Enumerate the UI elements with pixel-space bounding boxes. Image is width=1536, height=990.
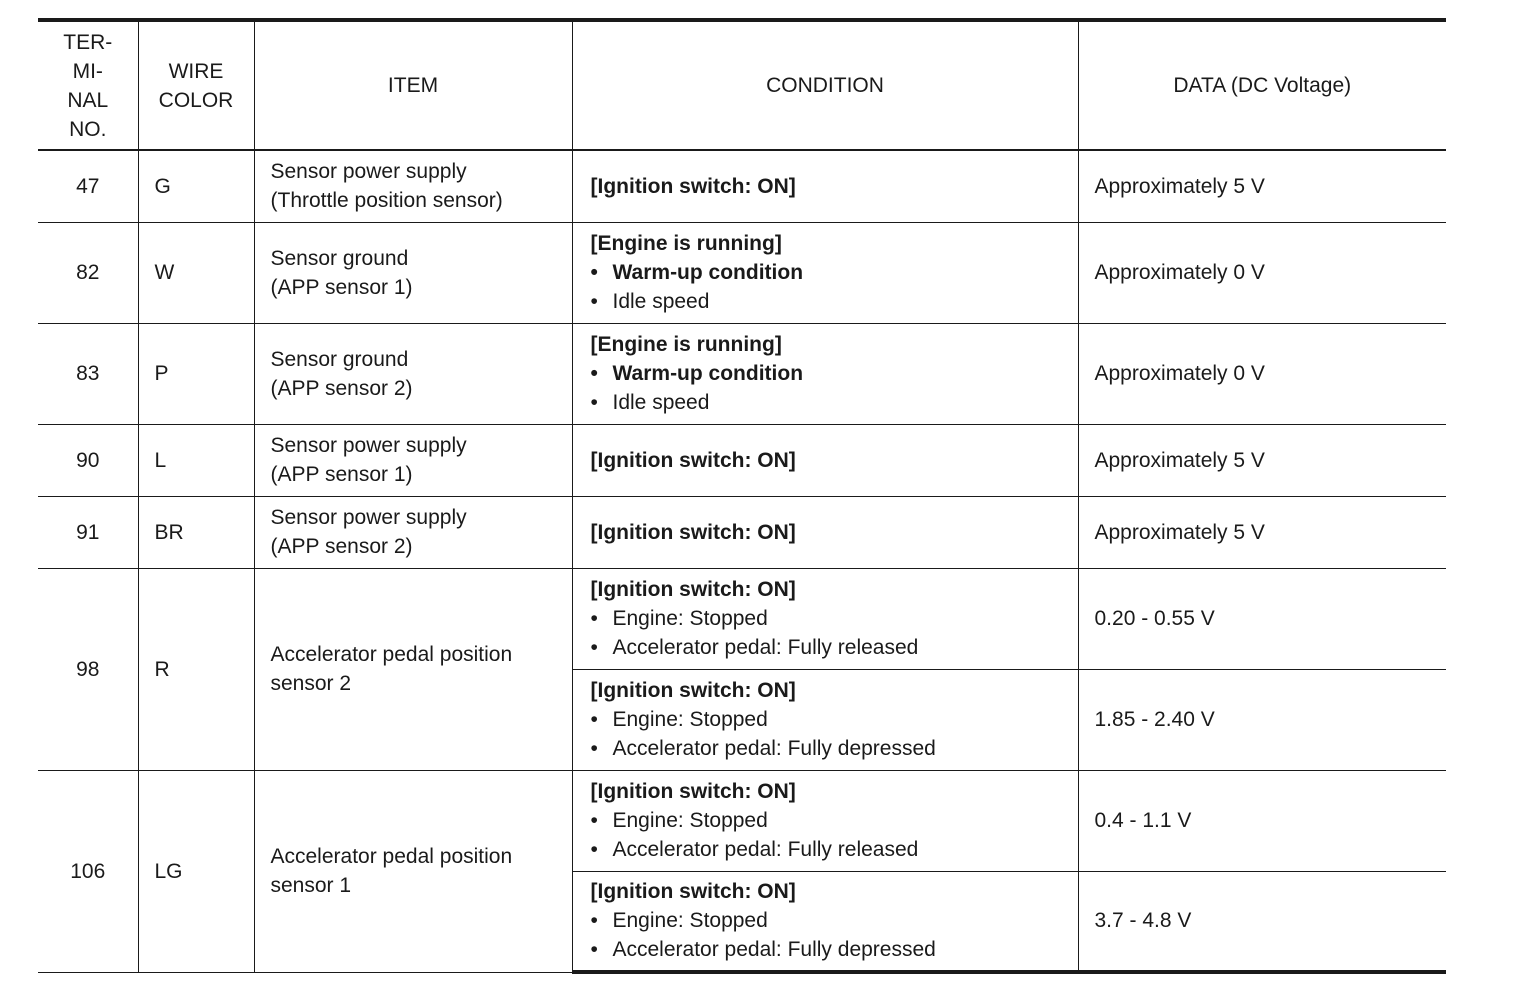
terminal-no-cell: 90 [38, 424, 138, 496]
item-line: Sensor ground [270, 246, 409, 270]
voltage-data-cell: 0.20 - 0.55 V [1078, 568, 1446, 669]
condition-bullet: • Idle speed [591, 287, 1062, 316]
item-line: sensor 1 [270, 874, 352, 897]
terminal-no-cell: 106 [38, 770, 138, 972]
terminal-no-cell: 82 [38, 222, 138, 323]
header-terminal-no: TER- MI- NAL NO. [38, 20, 138, 150]
voltage-data-cell: 0.4 - 1.1 V [1078, 770, 1446, 871]
condition-heading: [Ignition switch: ON] [590, 448, 796, 472]
condition-bullet: • Engine: Stopped [591, 705, 1062, 734]
wire-color-cell: G [138, 150, 254, 222]
condition-heading: [Engine is running] [590, 232, 782, 255]
wire-color-cell: P [138, 323, 254, 424]
terminal-no-cell: 91 [38, 496, 138, 568]
item-cell [254, 568, 572, 770]
condition-cell [572, 323, 1078, 424]
condition-bullet: • Accelerator pedal: Fully released [591, 633, 1062, 662]
header-data: DATA (DC Voltage) [1078, 20, 1446, 150]
item-line: Sensor ground [270, 347, 409, 371]
table-body [38, 150, 1446, 972]
condition-cell [572, 871, 1078, 972]
condition-cell [572, 568, 1078, 669]
terminal-no-cell: 83 [38, 323, 138, 424]
item-line: Sensor power supply [270, 160, 467, 184]
item-line: Sensor power supply [270, 434, 467, 457]
item-line: Sensor power supply [270, 506, 467, 529]
condition-cell [572, 150, 1078, 222]
item-cell [254, 222, 572, 323]
wire-color-cell: BR [138, 496, 254, 568]
condition-bullet: • Engine: Stopped [591, 604, 1062, 633]
condition-bullet: • Accelerator pedal: Fully depressed [591, 734, 1062, 763]
condition-bullet: • Accelerator pedal: Fully released [591, 835, 1062, 864]
condition-bullet: • Warm-up condition [591, 258, 1062, 287]
item-cell [254, 496, 572, 568]
header-wire-color: WIRE COLOR [138, 20, 254, 150]
terminal-no-cell: 47 [38, 150, 138, 222]
item-cell [254, 150, 572, 222]
table-row [38, 770, 1446, 871]
item-line: (APP sensor 1) [270, 275, 413, 299]
wire-color-cell: R [138, 568, 254, 770]
item-line: (APP sensor 2) [270, 376, 413, 400]
condition-cell [572, 496, 1078, 568]
item-cell [254, 424, 572, 496]
condition-heading: [Ignition switch: ON] [590, 880, 796, 904]
item-cell [254, 770, 572, 972]
item-line: (Throttle position sensor) [270, 189, 503, 213]
voltage-data-cell: 1.85 - 2.40 V [1078, 669, 1446, 770]
condition-heading: [Ignition switch: ON] [590, 578, 796, 601]
terminal-data-table [38, 18, 1446, 974]
table-row [38, 150, 1446, 222]
condition-heading: [Ignition switch: ON] [590, 780, 796, 803]
header-condition: CONDITION [572, 20, 1078, 150]
condition-bullet: • Accelerator pedal: Fully depressed [591, 935, 1062, 964]
voltage-data-cell: Approximately 0 V [1078, 323, 1446, 424]
header-row [38, 20, 1446, 150]
table-row [38, 323, 1446, 424]
voltage-data-cell: 3.7 - 4.8 V [1078, 871, 1446, 972]
condition-heading: [Ignition switch: ON] [590, 679, 796, 702]
wire-color-cell: L [138, 424, 254, 496]
condition-heading: [Ignition switch: ON] [590, 174, 796, 198]
condition-bullet: • Engine: Stopped [591, 806, 1062, 835]
item-line: (APP sensor 2) [270, 535, 413, 558]
voltage-data-cell: Approximately 0 V [1078, 222, 1446, 323]
item-line: sensor 2 [270, 672, 352, 695]
voltage-data-cell: Approximately 5 V [1078, 424, 1446, 496]
condition-heading: [Ignition switch: ON] [590, 520, 796, 544]
item-line: Accelerator pedal position [270, 643, 513, 666]
header-item: ITEM [254, 20, 572, 150]
item-line: Accelerator pedal position [270, 845, 513, 868]
condition-cell [572, 424, 1078, 496]
table-row [38, 222, 1446, 323]
table-row [38, 424, 1446, 496]
condition-cell [572, 222, 1078, 323]
condition-bullet: • Engine: Stopped [591, 906, 1062, 935]
condition-bullet: • Warm-up condition [591, 359, 1062, 388]
condition-heading: [Engine is running] [590, 333, 782, 356]
condition-cell [572, 770, 1078, 871]
voltage-data-cell: Approximately 5 V [1078, 150, 1446, 222]
table-row [38, 496, 1446, 568]
wire-color-cell: W [138, 222, 254, 323]
wire-color-cell: LG [138, 770, 254, 972]
item-cell [254, 323, 572, 424]
item-line: (APP sensor 1) [270, 463, 413, 486]
table-row [38, 568, 1446, 669]
condition-cell [572, 669, 1078, 770]
condition-bullet: • Idle speed [591, 388, 1062, 417]
voltage-data-cell: Approximately 5 V [1078, 496, 1446, 568]
terminal-no-cell: 98 [38, 568, 138, 770]
